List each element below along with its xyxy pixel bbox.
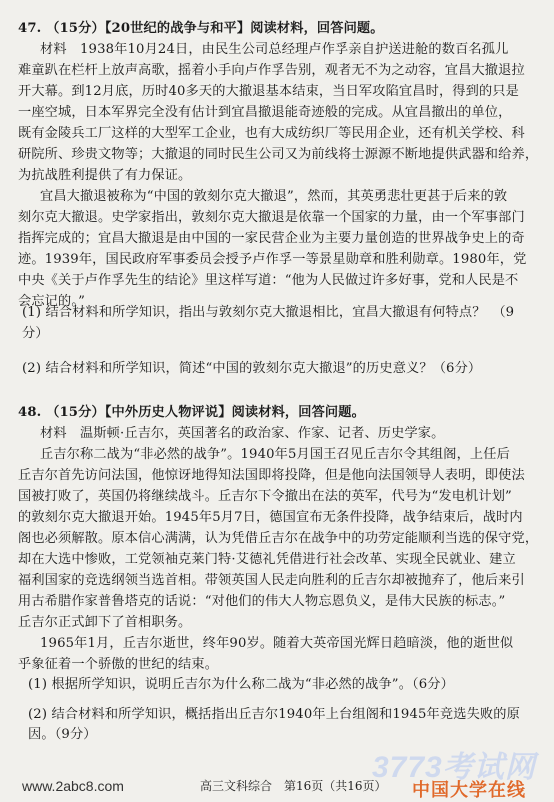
q47-material-line: 指挥完成的；宜昌大撤退是由中国的一家民营企业为主要力量创造的世界战争史上的奇 [18, 231, 525, 246]
q47-material-line: 材料 1938年10月24日，由民生公司总经理卢作孚亲自护送进舱的数百名孤儿 [40, 42, 509, 57]
q47-material-line: 开大幕。到12月底，历时40多天的大撤退基本结束，当日军攻陷宜昌时，得到的只是 [18, 84, 519, 99]
q47-sub1: (1) 结合材料和所学知识，指出与敦刻尔克大撤退相比，宜昌大撤退有何特点？ （9 [22, 305, 515, 320]
q47-material-line: 为抗战胜利提供了有力保证。 [18, 168, 192, 183]
q47-material-line: 既有金陵兵工厂这样的大型军工企业，也有大成纺织厂等民用企业，还有机关学校、科 [18, 126, 525, 141]
q47-material-line: 宜昌大撤退被称为“中国的敦刻尔克大撤退”，然而，其英勇悲壮更甚于后来的敦 [40, 189, 508, 204]
q48-sub2-cont: 因。（9分） [28, 727, 97, 742]
q48-header: 48. （15分）【中外历史人物评说】阅读材料，回答问题。 [18, 405, 365, 420]
watermark-sub: 中国大学在线 [412, 780, 526, 800]
q48-material-line: 国被打败了，英国仍将继续战斗。丘吉尔下令撤出在法的英军，代号为“发电机计划” [18, 489, 512, 504]
q48-material-line: 1965年1月，丘吉尔逝世，终年90岁。随着大英帝国光辉日趋暗淡，他的逝世似 [40, 636, 514, 651]
q47-material-line: 会忘记的。” [18, 294, 85, 309]
q47-material-line: 一座空城，日本军界完全没有估计到宜昌撤退能奇迹般的完成。从宜昌撤出的单位， [18, 105, 512, 120]
q48-material-line: 丘吉尔首先访问法国，他惊讶地得知法国即将投降，但是他向法国领导人表明，即使法 [18, 468, 525, 483]
q48-material-line: 丘吉尔正式卸下了首相职务。 [18, 615, 192, 630]
q48-material-line: 阁也必须解散。原本信心满满，认为凭借丘吉尔在战争中的功劳定能顺利当选的保守党， [18, 531, 538, 546]
watermark-logo: 3773考试网 [372, 751, 536, 784]
q48-sub1: (1) 根据所学知识，说明丘吉尔为什么称二战为“非必然的战争”。（6分） [28, 677, 454, 692]
watermark-url: www.2abc8.com [22, 778, 124, 794]
q48-material-line: 却在大选中惨败，工党领袖克莱门特·艾德礼凭借进行社会改革、实现全民就业、建立 [18, 552, 516, 567]
q47-material-line: 迹。1939年，国民政府军事委员会授予卢作孚一等景星勋章和胜利勋章。1980年，党 [18, 252, 527, 267]
page-footer: 高三文科综合 第16页（共16页） [200, 779, 387, 793]
q47-material-line: 研院所、珍贵文物等；大撤退的同时民生公司又为前线将士源源不断地提供武器和给养， [18, 147, 538, 162]
q48-material-line: 福利国家的竞选纲领当选首相。带领英国人民走向胜利的丘吉尔却被抛弃了，他后来引 [18, 573, 525, 588]
q48-material-line: 的敦刻尔克大撤退开始。1945年5月7日，德国宣布无条件投降，战争结束后，战时内 [18, 510, 523, 525]
q48-material-line: 材料 温斯顿·丘吉尔，英国著名的政治家、作家、记者、历史学家。 [40, 426, 445, 441]
q48-sub2: (2) 结合材料和所学知识，概括指出丘吉尔1940年上台组阁和1945年竞选失败的原 [28, 707, 520, 722]
q47-material-line: 难童趴在栏杆上放声高歌，摇着小手向卢作孚告别，观者无不为之动容，宜昌大撤退拉 [18, 63, 525, 78]
q47-sub1-cont: 分） [22, 326, 49, 341]
q47-material-line: 刻尔克大撤退。史学家指出，敦刻尔克大撤退是依靠一个国家的力量，由一个军事部门 [18, 210, 525, 225]
q48-material-line: 丘吉尔称二战为“非必然的战争”。1940年5月国王召见丘吉尔令其组阁，上任后 [40, 447, 510, 462]
q47-header: 47. （15分）【20世纪的战争与和平】阅读材料，回答问题。 [18, 21, 384, 36]
q48-material-line: 乎象征着一个骄傲的世纪的结束。 [18, 657, 219, 672]
q47-sub2: (2) 结合材料和所学知识，简述“中国的敦刻尔克大撤退”的历史意义？（6分） [22, 361, 482, 376]
q48-material-line: 用古希腊作家普鲁塔克的话说：“对他们的伟大人物忘恩负义，是伟大民族的标志。” [18, 594, 506, 609]
q47-material-line: 中央《关于卢作孚先生的结论》里这样写道：“他为人民做过许多好事，党和人民是不 [18, 273, 519, 288]
